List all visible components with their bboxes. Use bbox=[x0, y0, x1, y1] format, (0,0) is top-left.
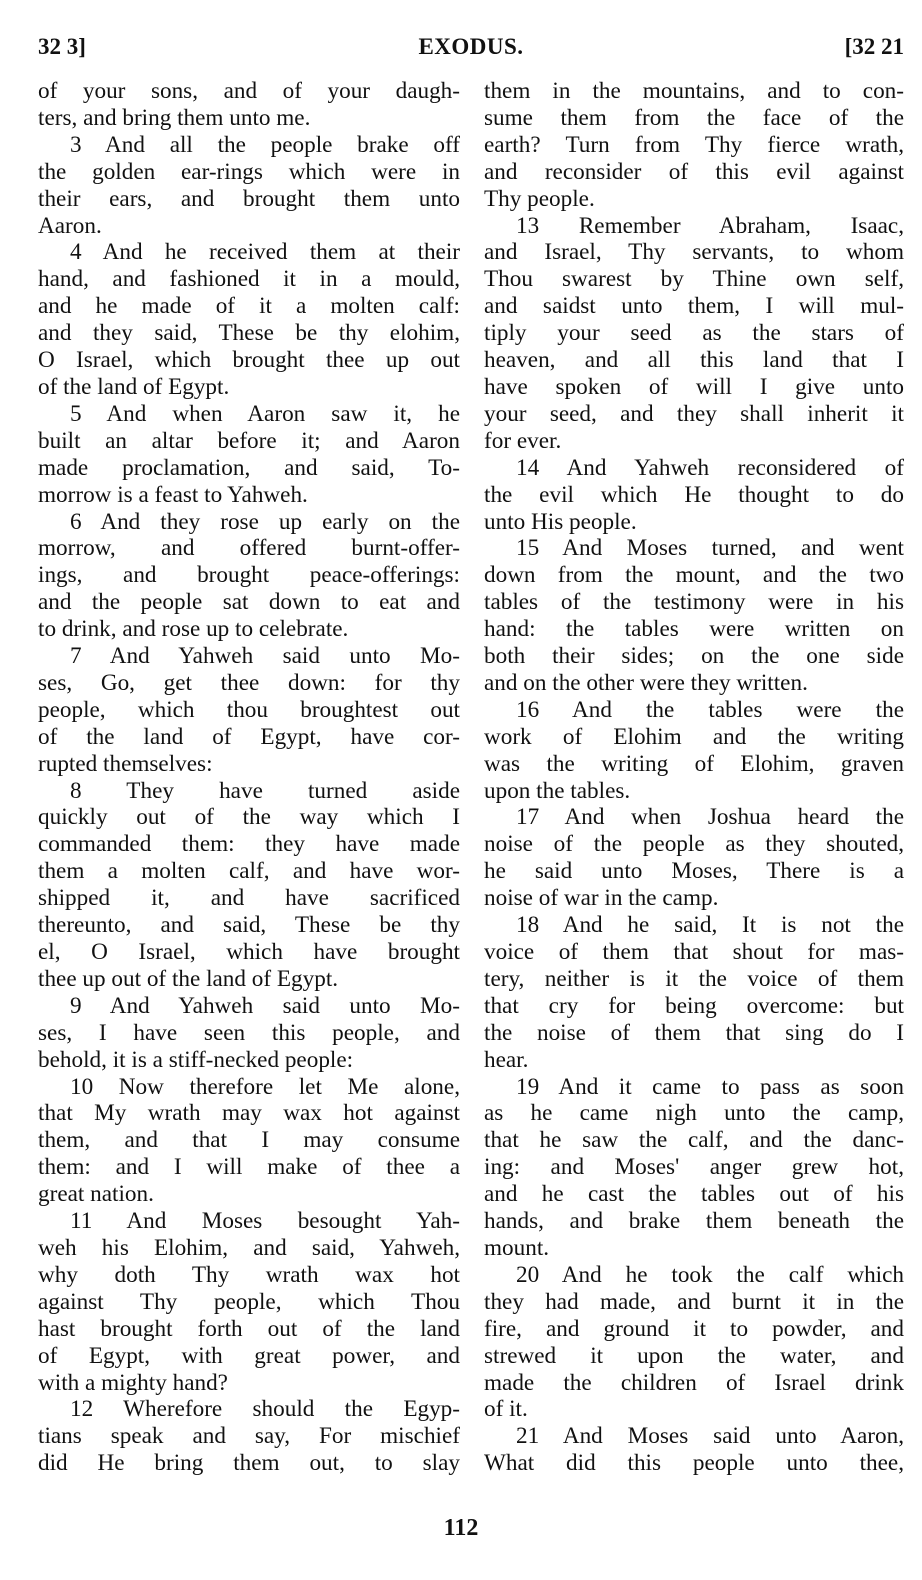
text-line: Thy people. bbox=[484, 185, 595, 212]
text-line: that My wrath may wax hot against bbox=[38, 1100, 460, 1127]
text-line: tians speak and say, For mischief bbox=[38, 1423, 460, 1450]
text-line: fire, and ground it to powder, and bbox=[484, 1315, 904, 1342]
text-line: 13 Remember Abraham, Isaac, bbox=[516, 212, 904, 239]
text-line: 6 And they rose up early on the bbox=[70, 508, 460, 535]
text-line: the evil which He thought to do bbox=[484, 481, 904, 508]
text-line: have spoken of will I give unto bbox=[484, 373, 904, 400]
text-line: of your sons, and of your daugh- bbox=[38, 78, 460, 104]
text-line: upon the tables. bbox=[484, 777, 631, 804]
text-line: that he saw the calf, and the danc- bbox=[484, 1127, 904, 1154]
text-line: for ever. bbox=[484, 427, 562, 454]
text-line: and saidst unto them, I will mul- bbox=[484, 293, 904, 320]
text-line: heaven, and all this land that I bbox=[484, 347, 904, 374]
text-line: ings, and brought peace-offerings: bbox=[38, 562, 460, 589]
text-line: tiply your seed as the stars of bbox=[484, 320, 904, 347]
text-line: and he made of it a molten calf: bbox=[38, 293, 460, 320]
text-line: your seed, and they shall inherit it bbox=[484, 400, 904, 427]
text-line: and he cast the tables out of his bbox=[484, 1181, 904, 1208]
text-line: morrow, and offered burnt-offer- bbox=[38, 535, 460, 562]
text-line: hand: the tables were written on bbox=[484, 616, 904, 643]
text-line: the noise of them that sing do I bbox=[484, 1019, 904, 1046]
text-line: them: and I will make of thee a bbox=[38, 1154, 460, 1181]
text-line: hand, and fashioned it in a mould, bbox=[38, 266, 460, 293]
text-line: tery, neither is it the voice of them bbox=[484, 965, 904, 992]
text-line: they had made, and burnt it in the bbox=[484, 1288, 904, 1315]
text-line: 14 And Yahweh reconsidered of bbox=[516, 454, 904, 481]
text-line: the golden ear-rings which were in bbox=[38, 158, 460, 185]
running-header bbox=[38, 34, 904, 68]
text-line: 12 Wherefore should the Egyp- bbox=[70, 1396, 460, 1423]
text-line: and they said, These be thy elohim, bbox=[38, 320, 460, 347]
text-line: why doth Thy wrath wax hot bbox=[38, 1261, 460, 1288]
text-line: both their sides; on the one side bbox=[484, 643, 904, 670]
header-left-reference: 32 3] bbox=[38, 34, 86, 59]
text-line: built an altar before it; and Aaron bbox=[38, 427, 460, 454]
text-line: 7 And Yahweh said unto Mo- bbox=[70, 643, 460, 670]
text-line: down from the mount, and the two bbox=[484, 562, 904, 589]
text-line: them in the mountains, and to con- bbox=[484, 78, 904, 104]
text-line: 20 And he took the calf which bbox=[516, 1261, 904, 1288]
text-line: 18 And he said, It is not the bbox=[516, 912, 904, 939]
text-line: ters, and bring them unto me. bbox=[38, 104, 311, 131]
text-line: 10 Now therefore let Me alone, bbox=[70, 1073, 460, 1100]
text-line: earth? Turn from Thy fierce wrath, bbox=[484, 131, 904, 158]
text-line: quickly out of the way which I bbox=[38, 804, 460, 831]
text-line: of Egypt, with great power, and bbox=[38, 1342, 460, 1369]
text-line: made proclamation, and said, To- bbox=[38, 454, 460, 481]
text-line: 21 And Moses said unto Aaron, bbox=[516, 1423, 904, 1450]
text-line: noise of the people as they shouted, bbox=[484, 831, 904, 858]
text-line: hands, and brake them beneath the bbox=[484, 1208, 904, 1235]
text-line: of the land of Egypt, have cor- bbox=[38, 723, 460, 750]
text-line: 11 And Moses besought Yah- bbox=[70, 1208, 460, 1235]
text-line: of it. bbox=[484, 1396, 528, 1423]
text-line: great nation. bbox=[38, 1181, 154, 1208]
text-line: made the children of Israel drink bbox=[484, 1369, 904, 1396]
text-line: 5 And when Aaron saw it, he bbox=[70, 400, 460, 427]
text-line: 17 And when Joshua heard the bbox=[516, 804, 904, 831]
text-line: morrow is a feast to Yahweh. bbox=[38, 481, 308, 508]
text-line: 15 And Moses turned, and went bbox=[516, 535, 904, 562]
text-line: ing: and Moses' anger grew hot, bbox=[484, 1154, 904, 1181]
text-line: thereunto, and said, These be thy bbox=[38, 912, 460, 939]
text-line: 4 And he received them at their bbox=[70, 239, 460, 266]
text-line: strewed it upon the water, and bbox=[484, 1342, 904, 1369]
text-line: 9 And Yahweh said unto Mo- bbox=[70, 992, 460, 1019]
text-line: and reconsider of this evil against bbox=[484, 158, 904, 185]
text-line: 3 And all the people brake off bbox=[70, 131, 460, 158]
text-line: as he came nigh unto the camp, bbox=[484, 1100, 904, 1127]
text-line: Thou swarest by Thine own self, bbox=[484, 266, 904, 293]
text-line: and the people sat down to eat and bbox=[38, 589, 460, 616]
text-line: them, and that I may consume bbox=[38, 1127, 460, 1154]
text-line: that cry for being overcome: but bbox=[484, 992, 904, 1019]
text-line: against Thy people, which Thou bbox=[38, 1288, 460, 1315]
text-line: and on the other were they written. bbox=[484, 669, 808, 696]
text-line: was the writing of Elohim, graven bbox=[484, 750, 904, 777]
text-line: 19 And it came to pass as soon bbox=[516, 1073, 904, 1100]
text-line: their ears, and brought them unto bbox=[38, 185, 460, 212]
text-line: did He bring them out, to slay bbox=[38, 1450, 460, 1477]
text-line: work of Elohim and the writing bbox=[484, 723, 904, 750]
page-number: 112 bbox=[443, 1515, 479, 1541]
text-line: shipped it, and have sacrificed bbox=[38, 885, 460, 912]
right-text-column bbox=[484, 78, 904, 1477]
text-line: commanded them: they have made bbox=[38, 831, 460, 858]
text-line: he said unto Moses, There is a bbox=[484, 858, 904, 885]
text-line: behold, it is a stiff-necked people: bbox=[38, 1046, 354, 1073]
text-line: rupted themselves: bbox=[38, 750, 213, 777]
text-line: noise of war in the camp. bbox=[484, 885, 719, 912]
left-text-column bbox=[38, 78, 460, 1477]
text-line: weh his Elohim, and said, Yahweh, bbox=[38, 1234, 460, 1261]
text-line: them a molten calf, and have wor- bbox=[38, 858, 460, 885]
header-right-reference: [32 21 bbox=[844, 34, 904, 59]
text-line: sume them from the face of the bbox=[484, 104, 904, 131]
text-line: with a mighty hand? bbox=[38, 1369, 228, 1396]
text-line: of the land of Egypt. bbox=[38, 373, 230, 400]
text-line: people, which thou broughtest out bbox=[38, 696, 460, 723]
text-line: mount. bbox=[484, 1234, 550, 1261]
text-line: unto His people. bbox=[484, 508, 637, 535]
text-line: tables of the testimony were in his bbox=[484, 589, 904, 616]
text-line: voice of them that shout for mas- bbox=[484, 939, 904, 965]
text-line: ses, I have seen this people, and bbox=[38, 1019, 460, 1046]
text-line: Aaron. bbox=[38, 212, 102, 239]
text-line: What did this people unto thee, bbox=[484, 1450, 904, 1477]
text-line: O Israel, which brought thee up out bbox=[38, 347, 460, 374]
text-line: hear. bbox=[484, 1046, 529, 1073]
text-line: thee up out of the land of Egypt. bbox=[38, 965, 339, 992]
text-line: to drink, and rose up to celebrate. bbox=[38, 616, 349, 643]
book-title: EXODUS. bbox=[418, 34, 524, 59]
text-line: and Israel, Thy servants, to whom bbox=[484, 239, 904, 266]
text-line: 16 And the tables were the bbox=[516, 696, 904, 723]
text-line: el, O Israel, which have brought bbox=[38, 939, 460, 965]
text-line: 8 They have turned aside bbox=[70, 777, 460, 804]
text-line: ses, Go, get thee down: for thy bbox=[38, 669, 460, 696]
text-line: hast brought forth out of the land bbox=[38, 1315, 460, 1342]
